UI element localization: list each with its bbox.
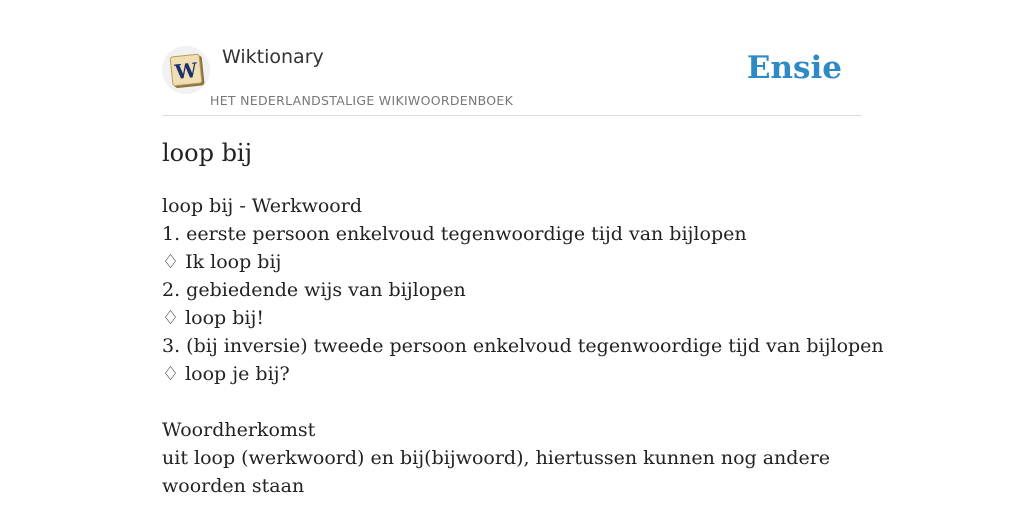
sense-2: 2. gebiedende wijs van bijlopen — [162, 279, 466, 301]
part-of-speech-line: loop bij - Werkwoord — [162, 195, 362, 217]
example-2: ♢ loop bij! — [162, 307, 264, 329]
etymology-text: uit loop (werkwoord) en bij(bijwoord), hiertussen kunnen nog andere woorden staan — [162, 447, 831, 497]
header — [162, 0, 862, 116]
logo-letter: W — [173, 57, 199, 85]
sense-1: 1. eerste persoon enkelvoud tegenwoordige tijd van bijlopen — [162, 223, 747, 245]
site-name[interactable]: Wiktionary — [222, 46, 324, 68]
example-3: ♢ loop je bij? — [162, 363, 290, 385]
sense-3: 3. (bij inversie) tweede persoon enkelvoud tegenwoordige tijd van bijlopen — [162, 335, 884, 357]
definition-body — [162, 192, 884, 500]
etymology-label: Woordherkomst — [162, 419, 316, 441]
logo-tile-icon — [170, 54, 203, 87]
wiktionary-logo[interactable] — [162, 46, 210, 94]
spacer — [162, 388, 862, 416]
entry-title: loop bij — [162, 139, 253, 167]
site-tagline: HET NEDERLANDSTALIGE WIKIWOORDENBOEK — [210, 93, 514, 108]
example-1: ♢ Ik loop bij — [162, 251, 282, 273]
page — [162, 0, 884, 512]
ensie-brand-link[interactable]: Ensie — [746, 50, 842, 86]
